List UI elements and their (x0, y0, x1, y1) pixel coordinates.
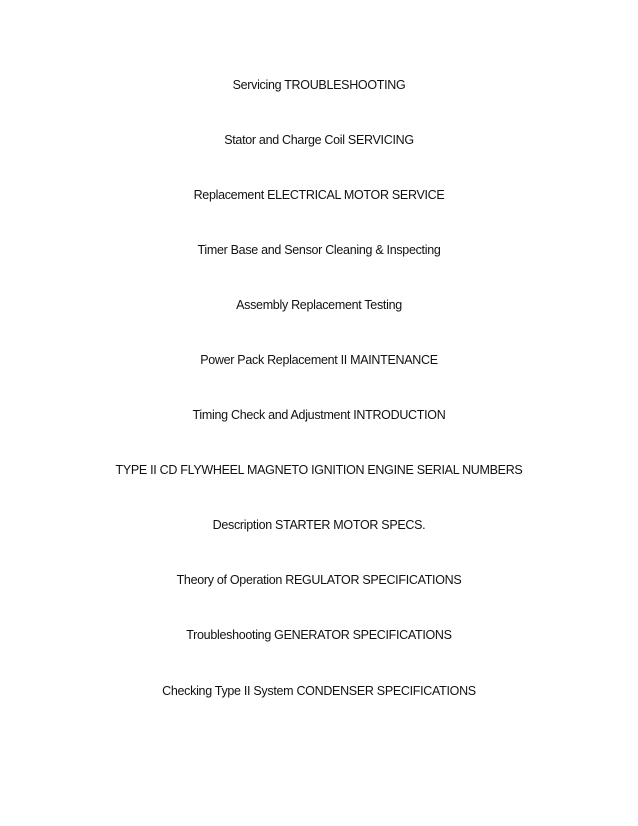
text-line: Assembly Replacement Testing (236, 298, 402, 312)
text-line: Troubleshooting GENERATOR SPECIFICATIONS (186, 628, 452, 642)
text-line: Timer Base and Sensor Cleaning & Inspecting (197, 243, 441, 257)
text-line: Description STARTER MOTOR SPECS. (212, 518, 426, 532)
text-line: TYPE II CD FLYWHEEL MAGNETO IGNITION ENGINE SERIAL NUMBERS (115, 463, 523, 477)
text-line: Theory of Operation REGULATOR SPECIFICATIONS (176, 573, 462, 587)
text-line: Servicing TROUBLESHOOTING (232, 78, 406, 92)
text-line: Stator and Charge Coil SERVICING (224, 133, 414, 147)
text-line: Checking Type II System CONDENSER SPECIFICATIONS (162, 684, 476, 698)
text-line: Replacement ELECTRICAL MOTOR SERVICE (193, 188, 445, 202)
text-line: Timing Check and Adjustment INTRODUCTION (192, 408, 446, 422)
text-line: Power Pack Replacement II MAINTENANCE (200, 353, 438, 367)
